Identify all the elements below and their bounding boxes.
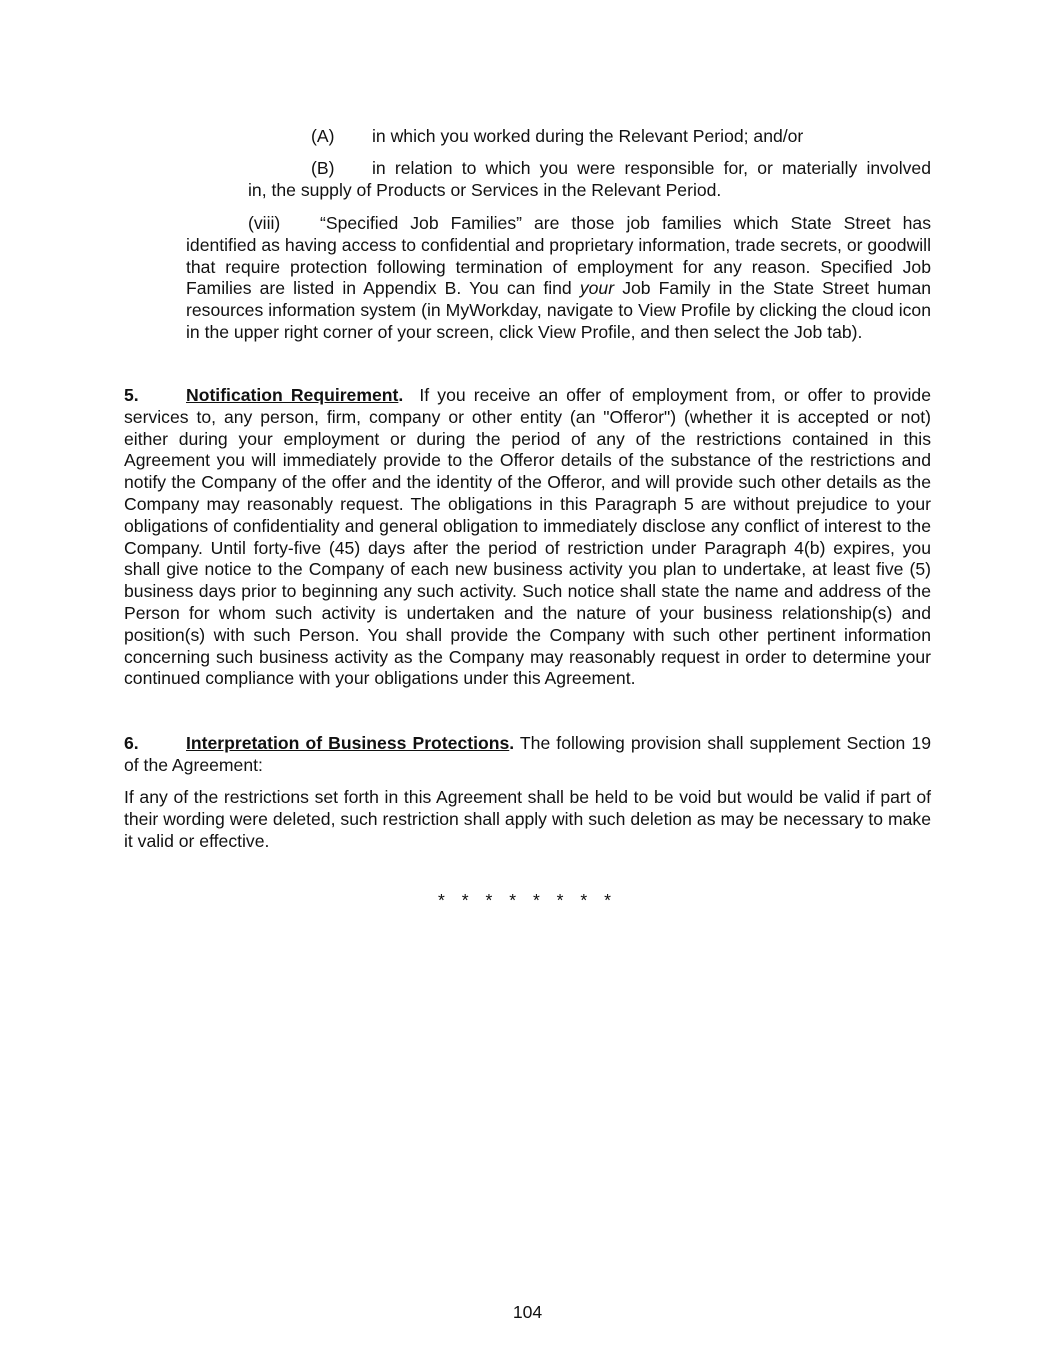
- section-5-title: Notification Requirement: [186, 385, 399, 405]
- section-5-title-suffix: .: [398, 385, 404, 405]
- clause-a: [311, 126, 931, 148]
- section-5-number: 5.: [124, 385, 139, 405]
- clause-viii-italic: your: [579, 278, 615, 299]
- clause-viii-text-1: “Specified Job Families” are those job families which State Street has identified as having access to confidential and proprietary information, trade secrets, or goodwill that require protection following termination of employment for any reason. Specified Job Families are listed in Appendix B. You can find: [186, 213, 931, 299]
- section-5-body: If you receive an offer of employment from, or offer to provide services to, any person, firm, company or other entity (an "Offeror") (whether it is accepted or not) either during your employment or during the period of any of the restrictions contained in this Agreement you will immediately provide to the Offeror details of the substance of the restrictions and notify the Company of the offer and the identity of the Offeror, and will provide such other details as the Company may reasonably request. The obligations in this Paragraph 5 are without prejudice to your obligations of confidentiality and general obligation to immediately disclose any conflict of interest to the Company. Until forty-five (45) days after the period of restriction under Paragraph 4(b) expires, you shall give notice to the Company of each new business activity you plan to undertake, at least five (5) business days prior to beginning any such activity. Such notice shall state the name and address of the Person for whom such activity is undertaken and the nature of your business relationship(s) and position(s) with such Person. You shall provide the Company with such other pertinent information concerning such business activity as the Company may reasonably request in order to determine your continued compliance with your obligations under this Agreement.: [124, 385, 932, 689]
- clause-b-line2: in, the supply of Products or Services in the Relevant Period.: [248, 180, 722, 200]
- section-6-paragraph: If any of the restrictions set forth in this Agreement shall be held to be void but would be valid if part of their wording were deleted, such restriction shall apply with such deletion as may be necessary to make it valid or effective.: [124, 787, 931, 851]
- section-6-title: Interpretation of Business Protections: [186, 733, 510, 753]
- clause-a-label: (A): [311, 126, 335, 146]
- clause-b-label: (B): [311, 158, 335, 178]
- clause-viii: [186, 213, 931, 344]
- clause-viii-text-2: Job Family in the State Street human resources information system (in MyWorkday, navigate to View Profile by clicking the cloud icon in the upper right corner of your screen, click View Profile, and then select the Job tab).: [186, 278, 932, 342]
- clause-b-text-line1: in relation to which you were responsible for, or materially involved: [372, 158, 931, 178]
- page-number: 104: [512, 1302, 543, 1322]
- section-6-title-suffix: .: [509, 733, 515, 753]
- section-6-body: The following provision shall supplement Section 19 of the Agreement:: [124, 733, 931, 775]
- clause-viii-label: (viii): [248, 213, 281, 233]
- section-5: [124, 385, 931, 690]
- separator-stars: * * * * * * * *: [438, 890, 617, 910]
- clause-a-text: in which you worked during the Relevant Period; and/or: [372, 126, 804, 146]
- section-6-number: 6.: [124, 733, 139, 753]
- clause-b-line1: [311, 158, 931, 180]
- section-6: [124, 733, 931, 777]
